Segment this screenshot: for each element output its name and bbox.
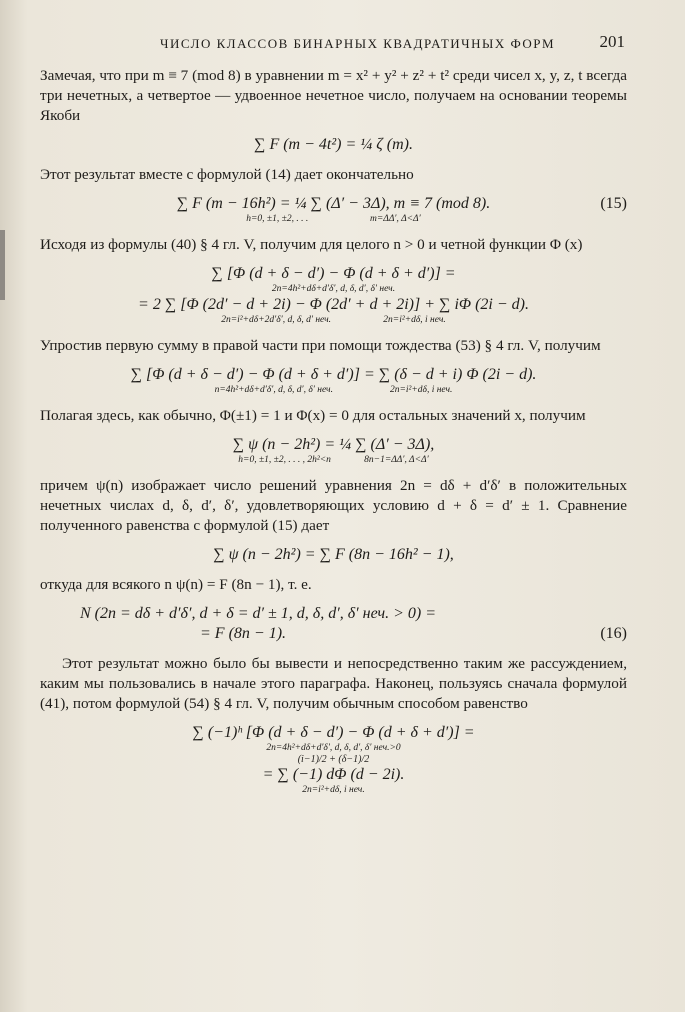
- formula-40-sub-2-left: 2n=i²+dδ+2d′δ′, d, δ, d′ неч.: [221, 315, 332, 325]
- formula-15-main: ∑ F (m − 16h²) = ¼ ∑ (Δ′ − 3Δ), m ≡ 7 (mod 8).: [176, 195, 491, 212]
- page-content: [40, 66, 627, 806]
- formula-40-identity: [40, 264, 627, 326]
- formula-54-identity: [40, 723, 627, 796]
- running-title: ЧИСЛО КЛАССОВ БИНАРНЫХ КВАДРАТИЧНЫХ ФОРМ: [160, 36, 556, 51]
- formula-jacobi: [40, 135, 627, 155]
- formula-16-line-1: N (2n = dδ + d′δ′, d + δ = d′ ± 1, d, δ, d′, δ′ неч. > 0) =: [80, 605, 437, 622]
- paragraph-7: откуда для всякого n ψ(n) = F (8n − 1), т. е.: [40, 576, 312, 593]
- formula-psi-subscripts: [40, 455, 627, 466]
- equation-number-15: (15): [600, 195, 627, 212]
- paragraph-8: Этот результат можно было бы вывести и непосредственно таким же рассуждением, каким мы пользовались в начале этого параграфа. Наконец, пользуясь сначала формулой (41), потом формулой (54) § 4 гл. V, получим обычным способом равенство: [40, 655, 627, 712]
- formula-53-sub-right: 2n=i²+dδ, i неч.: [389, 385, 453, 395]
- formula-53-main: ∑ [Φ (d + δ − d′) − Φ (d + δ + d′)] = ∑ (δ − d + i) Φ (2i − d).: [130, 366, 537, 383]
- formula-54-exponent: (i−1)/2 + (δ−1)/2: [297, 754, 370, 765]
- formula-16: [40, 604, 627, 644]
- formula-psi-compare-main: ∑ ψ (n − 2h²) = ∑ F (8n − 16h² − 1),: [213, 546, 454, 563]
- paragraph-6: причем ψ(n) изображает число решений уравнения 2n = dδ + d′δ′ в положительных нечетных числах d, δ, d′, δ′, удовлетворяющих условию d + δ = d′ ± 1. Сравнение полученного равенства с формулой (15) дает: [40, 477, 627, 534]
- formula-40-line-1: ∑ [Φ (d + δ − d′) − Φ (d + δ + d′)] =: [211, 265, 456, 282]
- formula-psi-compare: [40, 545, 627, 565]
- formula-54-line-1: ∑ (−1)ʰ [Φ (d + δ − d′) − Φ (d + δ + d′)] =: [192, 724, 475, 741]
- formula-15-sub-left: h=0, ±1, ±2, . . .: [246, 214, 309, 224]
- formula-54-sub-1: 2n=4h²+dδ+d′δ′, d, δ, d′, δ′ неч.>0: [266, 743, 401, 753]
- formula-40-line-2: = 2 ∑ [Φ (2d′ − d + 2i) − Φ (2d′ + d + 2i)] + ∑ iΦ (2i − d).: [138, 296, 529, 313]
- formula-54-line-2: = ∑ (−1) dΦ (d − 2i).: [262, 766, 405, 783]
- paragraph-4: Упростив первую сумму в правой части при помощи тождества (53) § 4 гл. V, получим: [40, 337, 601, 354]
- formula-40-subscripts-2: [40, 315, 627, 326]
- page-number: 201: [599, 32, 625, 51]
- paragraph-3: Исходя из формулы (40) § 4 гл. V, получим для целого n > 0 и четной функции Φ (x): [40, 236, 583, 253]
- formula-53-subscripts: [40, 385, 627, 396]
- formula-53-simplified: [40, 365, 627, 396]
- formula-jacobi-main: ∑ F (m − 4t²) = ¼ ζ (m).: [254, 136, 413, 153]
- formula-53-sub-left: n=4h²+dδ+d′δ′, d, δ, d′, δ′ неч.: [214, 385, 333, 395]
- formula-15-subscripts: [40, 214, 627, 225]
- formula-54-sub-2: 2n=i²+dδ, i неч.: [302, 785, 365, 795]
- formula-psi-sub-right: 8n−1=ΔΔ′, Δ<Δ′: [364, 455, 429, 465]
- formula-psi-sum: [40, 435, 627, 466]
- formula-40-sub-2-right: 2n=i²+dδ, i неч.: [383, 315, 446, 325]
- formula-15-sub-right: m=ΔΔ′, Δ<Δ′: [369, 214, 421, 224]
- equation-number-16: (16): [600, 625, 627, 642]
- binding-shadow: [0, 230, 5, 300]
- formula-psi-sub-left: h=0, ±1, ±2, . . . , 2h²<n: [238, 455, 331, 465]
- paragraph-5: Полагая здесь, как обычно, Φ(±1) = 1 и Φ(x) = 0 для остальных значений x, получим: [40, 407, 586, 424]
- paragraph-1: Замечая, что при m ≡ 7 (mod 8) в уравнении m = x² + y² + z² + t² среди чисел x, y, z, t всегда три нечетных, а четвертое — удвоенное нечетное число, получаем на основании теоремы Якоби: [40, 67, 627, 124]
- formula-15: [40, 194, 627, 225]
- paragraph-2: Этот результат вместе с формулой (14) дает окончательно: [40, 166, 414, 183]
- formula-40-sub-1: 2n=4h²+dδ+d′δ′, d, δ, d′, δ′ неч.: [271, 284, 396, 294]
- formula-psi-main: ∑ ψ (n − 2h²) = ¼ ∑ (Δ′ − 3Δ),: [232, 436, 435, 453]
- formula-16-line-2: = F (8n − 1).: [200, 625, 287, 642]
